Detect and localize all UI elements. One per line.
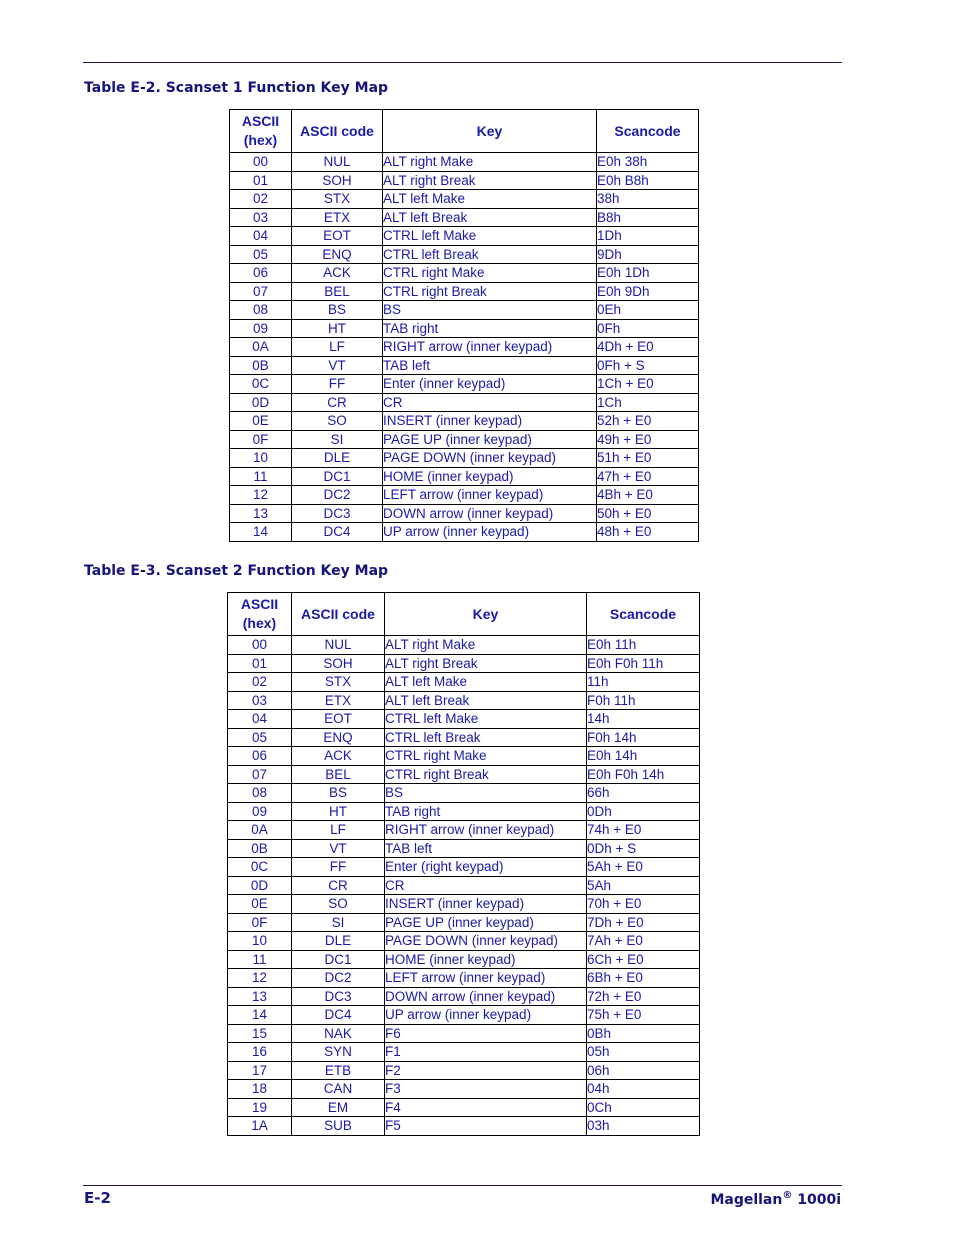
ascii-code-cell: LF [292,821,385,840]
ascii-code-cell: BEL [292,282,383,301]
ascii-hex-cell: 0B [228,839,292,858]
key-cell: TAB right [385,802,587,821]
key-cell: PAGE UP (inner keypad) [385,913,587,932]
scancode-cell: E0h 1Dh [597,264,699,283]
scancode-cell: B8h [597,208,699,227]
ascii-hex-cell: 17 [228,1061,292,1080]
ascii-code-cell: DC2 [292,969,385,988]
scancode-cell: 7Ah + E0 [587,932,700,951]
ascii-code-cell: SI [292,430,383,449]
ascii-hex-cell: 03 [230,208,292,227]
table-row [228,839,700,858]
ascii-hex-cell: 10 [228,932,292,951]
key-cell: UP arrow (inner keypad) [385,1006,587,1025]
ascii-hex-cell: 0C [228,858,292,877]
key-cell: PAGE DOWN (inner keypad) [383,449,597,468]
scancode-cell: 4Dh + E0 [597,338,699,357]
key-cell: ALT right Break [385,654,587,673]
ascii-code-cell: ETX [292,208,383,227]
ascii-code-cell: LF [292,338,383,357]
header-ascii-code: ASCII code [292,110,383,153]
ascii-code-cell: DC2 [292,486,383,505]
table-row [228,673,700,692]
table-row [230,171,699,190]
ascii-code-cell: DC1 [292,467,383,486]
ascii-hex-cell: 03 [228,691,292,710]
ascii-code-cell: ENQ [292,245,383,264]
scancode-cell: 1Dh [597,227,699,246]
ascii-hex-cell: 19 [228,1098,292,1117]
key-cell: CTRL right Break [385,765,587,784]
table-row [230,190,699,209]
header-key: Key [383,110,597,153]
table-row [228,1043,700,1062]
key-cell: BS [385,784,587,803]
ascii-hex-cell: 08 [228,784,292,803]
table-row [228,710,700,729]
ascii-hex-cell: 12 [230,486,292,505]
scancode-cell: 70h + E0 [587,895,700,914]
ascii-code-cell: HT [292,802,385,821]
scancode-cell: 04h [587,1080,700,1099]
scancode-cell: 03h [587,1117,700,1136]
key-cell: PAGE DOWN (inner keypad) [385,932,587,951]
ascii-code-cell: SI [292,913,385,932]
table-row [230,153,699,172]
product-name [710,1190,841,1208]
ascii-hex-cell: 0A [228,821,292,840]
key-cell: HOME (inner keypad) [383,467,597,486]
scancode-cell: 9Dh [597,245,699,264]
key-cell: BS [383,301,597,320]
table-row [230,504,699,523]
scancode-cell: 05h [587,1043,700,1062]
ascii-hex-cell: 0D [230,393,292,412]
ascii-code-cell: NUL [292,636,385,655]
key-cell: CTRL right Make [385,747,587,766]
ascii-code-cell: NAK [292,1024,385,1043]
key-cell: RIGHT arrow (inner keypad) [385,821,587,840]
ascii-hex-cell: 02 [230,190,292,209]
scancode-cell: 48h + E0 [597,523,699,542]
scancode-cell: 0Ch [587,1098,700,1117]
table-row [230,301,699,320]
scancode-cell: 6Bh + E0 [587,969,700,988]
key-cell: CTRL left Make [385,710,587,729]
ascii-code-cell: ETX [292,691,385,710]
ascii-code-cell: SOH [292,654,385,673]
ascii-code-cell: SYN [292,1043,385,1062]
ascii-code-cell: HT [292,319,383,338]
ascii-code-cell: CR [292,393,383,412]
ascii-code-cell: SUB [292,1117,385,1136]
ascii-hex-cell: 0E [230,412,292,431]
key-cell: F6 [385,1024,587,1043]
key-cell: CTRL right Make [383,264,597,283]
footer-rule [83,1185,842,1186]
scancode-cell: 06h [587,1061,700,1080]
key-cell: DOWN arrow (inner keypad) [383,504,597,523]
table-row [228,950,700,969]
table-row [228,876,700,895]
scancode-cell: 4Bh + E0 [597,486,699,505]
ascii-code-cell: EOT [292,710,385,729]
key-cell: CR [383,393,597,412]
ascii-code-cell: STX [292,673,385,692]
ascii-code-cell: DC4 [292,1006,385,1025]
scancode-cell: 6Ch + E0 [587,950,700,969]
ascii-hex-cell: 0D [228,876,292,895]
ascii-hex-cell: 10 [230,449,292,468]
key-cell: ALT left Make [385,673,587,692]
ascii-code-cell: DC3 [292,504,383,523]
table-row [228,858,700,877]
ascii-code-cell: STX [292,190,383,209]
table-row [228,654,700,673]
scancode-cell: 49h + E0 [597,430,699,449]
table-row [230,319,699,338]
page-number: E-2 [84,1189,111,1207]
key-cell: F1 [385,1043,587,1062]
key-cell: TAB left [385,839,587,858]
header-scancode: Scancode [597,110,699,153]
table-row [228,691,700,710]
ascii-hex-cell: 0F [228,913,292,932]
scancode-cell: 0Bh [587,1024,700,1043]
table-row [230,227,699,246]
scancode-cell: 38h [597,190,699,209]
scancode-cell: 5Ah [587,876,700,895]
header-ascii-hex: ASCII (hex) [230,110,292,153]
table-row [230,523,699,542]
key-cell: CTRL left Break [385,728,587,747]
scancode-cell: 0Dh + S [587,839,700,858]
key-cell: F4 [385,1098,587,1117]
key-cell: TAB right [383,319,597,338]
table-row [230,412,699,431]
ascii-code-cell: SO [292,895,385,914]
ascii-hex-cell: 0B [230,356,292,375]
ascii-hex-cell: 16 [228,1043,292,1062]
scancode-cell: 75h + E0 [587,1006,700,1025]
ascii-code-cell: FF [292,375,383,394]
ascii-code-cell: SO [292,412,383,431]
scancode-cell: 14h [587,710,700,729]
key-cell: UP arrow (inner keypad) [383,523,597,542]
ascii-hex-cell: 11 [230,467,292,486]
ascii-hex-cell: 07 [228,765,292,784]
scancode-cell: 51h + E0 [597,449,699,468]
table-row [228,765,700,784]
ascii-code-cell: EM [292,1098,385,1117]
scancode-cell: 52h + E0 [597,412,699,431]
ascii-hex-cell: 0C [230,375,292,394]
ascii-code-cell: ETB [292,1061,385,1080]
ascii-code-cell: ENQ [292,728,385,747]
ascii-hex-cell: 15 [228,1024,292,1043]
table-row [228,1098,700,1117]
ascii-code-cell: DLE [292,932,385,951]
key-cell: RIGHT arrow (inner keypad) [383,338,597,357]
ascii-code-cell: ACK [292,747,385,766]
ascii-hex-cell: 0A [230,338,292,357]
scancode-cell: 74h + E0 [587,821,700,840]
table-row [230,264,699,283]
scancode-cell: E0h 38h [597,153,699,172]
table-row [230,393,699,412]
table-row [228,969,700,988]
ascii-hex-cell: 06 [228,747,292,766]
table-e2 [229,109,699,542]
table-row [230,467,699,486]
header-rule [83,62,842,63]
key-cell: ALT right Make [385,636,587,655]
ascii-hex-cell: 00 [228,636,292,655]
key-cell: INSERT (inner keypad) [383,412,597,431]
table-row [230,245,699,264]
ascii-hex-cell: 08 [230,301,292,320]
ascii-code-cell: DC1 [292,950,385,969]
key-cell: LEFT arrow (inner keypad) [385,969,587,988]
ascii-hex-cell: 04 [228,710,292,729]
table-row [228,1080,700,1099]
table-row [230,375,699,394]
ascii-hex-cell: 02 [228,673,292,692]
key-cell: F3 [385,1080,587,1099]
ascii-hex-cell: 11 [228,950,292,969]
ascii-hex-cell: 13 [230,504,292,523]
key-cell: Enter (right keypad) [385,858,587,877]
key-cell: ALT left Break [383,208,597,227]
product-name-text: Magellan [710,1192,783,1208]
ascii-hex-cell: 00 [230,153,292,172]
ascii-code-cell: FF [292,858,385,877]
table-row [230,208,699,227]
key-cell: HOME (inner keypad) [385,950,587,969]
table-row [228,1061,700,1080]
scancode-cell: 72h + E0 [587,987,700,1006]
registered-mark: ® [782,1190,793,1201]
ascii-code-cell: DC3 [292,987,385,1006]
scancode-cell: 66h [587,784,700,803]
table-row [228,1117,700,1136]
scancode-cell: 5Ah + E0 [587,858,700,877]
table-row [230,282,699,301]
scancode-cell: E0h 11h [587,636,700,655]
scancode-cell: 50h + E0 [597,504,699,523]
ascii-hex-cell: 09 [230,319,292,338]
key-cell: F5 [385,1117,587,1136]
ascii-hex-cell: 13 [228,987,292,1006]
ascii-code-cell: BEL [292,765,385,784]
table-row [228,932,700,951]
scancode-cell: 0Eh [597,301,699,320]
table-row [230,338,699,357]
table-row [230,449,699,468]
table-row [228,821,700,840]
table-e3 [227,592,700,1136]
scancode-cell: E0h 14h [587,747,700,766]
ascii-hex-cell: 01 [230,171,292,190]
scancode-cell: F0h 11h [587,691,700,710]
key-cell: INSERT (inner keypad) [385,895,587,914]
key-cell: CTRL left Make [383,227,597,246]
ascii-hex-cell: 04 [230,227,292,246]
key-cell: ALT right Break [383,171,597,190]
scancode-cell: E0h F0h 14h [587,765,700,784]
ascii-code-cell: EOT [292,227,383,246]
scancode-cell: 1Ch [597,393,699,412]
key-cell: CTRL right Break [383,282,597,301]
key-cell: PAGE UP (inner keypad) [383,430,597,449]
key-cell: TAB left [383,356,597,375]
ascii-hex-cell: 07 [230,282,292,301]
ascii-hex-cell: 01 [228,654,292,673]
header-scancode: Scancode [587,593,700,636]
scancode-cell: 0Fh + S [597,356,699,375]
scancode-cell: E0h B8h [597,171,699,190]
ascii-hex-cell: 0E [228,895,292,914]
ascii-code-cell: CAN [292,1080,385,1099]
ascii-code-cell: ACK [292,264,383,283]
ascii-hex-cell: 14 [228,1006,292,1025]
ascii-code-cell: NUL [292,153,383,172]
key-cell: ALT right Make [383,153,597,172]
product-model: 1000i [792,1192,841,1208]
ascii-code-cell: SOH [292,171,383,190]
table-row [230,430,699,449]
scancode-cell: F0h 14h [587,728,700,747]
table-row [228,1024,700,1043]
ascii-hex-cell: 05 [228,728,292,747]
ascii-hex-cell: 09 [228,802,292,821]
table-row [230,356,699,375]
ascii-hex-cell: 18 [228,1080,292,1099]
key-cell: Enter (inner keypad) [383,375,597,394]
scancode-cell: E0h 9Dh [597,282,699,301]
table-row [230,486,699,505]
header-ascii-code: ASCII code [292,593,385,636]
ascii-code-cell: BS [292,784,385,803]
key-cell: LEFT arrow (inner keypad) [383,486,597,505]
ascii-hex-cell: 1A [228,1117,292,1136]
table-row [228,895,700,914]
key-cell: F2 [385,1061,587,1080]
key-cell: ALT left Break [385,691,587,710]
table-row [228,728,700,747]
ascii-code-cell: VT [292,356,383,375]
ascii-code-cell: VT [292,839,385,858]
ascii-hex-cell: 0F [230,430,292,449]
table-row [228,802,700,821]
table-e2-caption: Table E-2. Scanset 1 Function Key Map [84,80,389,96]
key-cell: CR [385,876,587,895]
table-row [228,784,700,803]
table-row [228,1006,700,1025]
key-cell: DOWN arrow (inner keypad) [385,987,587,1006]
scancode-cell: 0Dh [587,802,700,821]
scancode-cell: 7Dh + E0 [587,913,700,932]
table-row [228,747,700,766]
header-ascii-hex: ASCII (hex) [228,593,292,636]
scancode-cell: E0h F0h 11h [587,654,700,673]
header-key: Key [385,593,587,636]
table-row [228,987,700,1006]
scancode-cell: 1Ch + E0 [597,375,699,394]
table-e3-caption: Table E-3. Scanset 2 Function Key Map [84,563,389,579]
key-cell: CTRL left Break [383,245,597,264]
table-row [228,913,700,932]
scancode-cell: 0Fh [597,319,699,338]
ascii-hex-cell: 06 [230,264,292,283]
ascii-hex-cell: 05 [230,245,292,264]
ascii-hex-cell: 12 [228,969,292,988]
ascii-code-cell: CR [292,876,385,895]
ascii-code-cell: DLE [292,449,383,468]
ascii-code-cell: BS [292,301,383,320]
ascii-hex-cell: 14 [230,523,292,542]
ascii-code-cell: DC4 [292,523,383,542]
key-cell: ALT left Make [383,190,597,209]
table-row [228,636,700,655]
scancode-cell: 11h [587,673,700,692]
scancode-cell: 47h + E0 [597,467,699,486]
